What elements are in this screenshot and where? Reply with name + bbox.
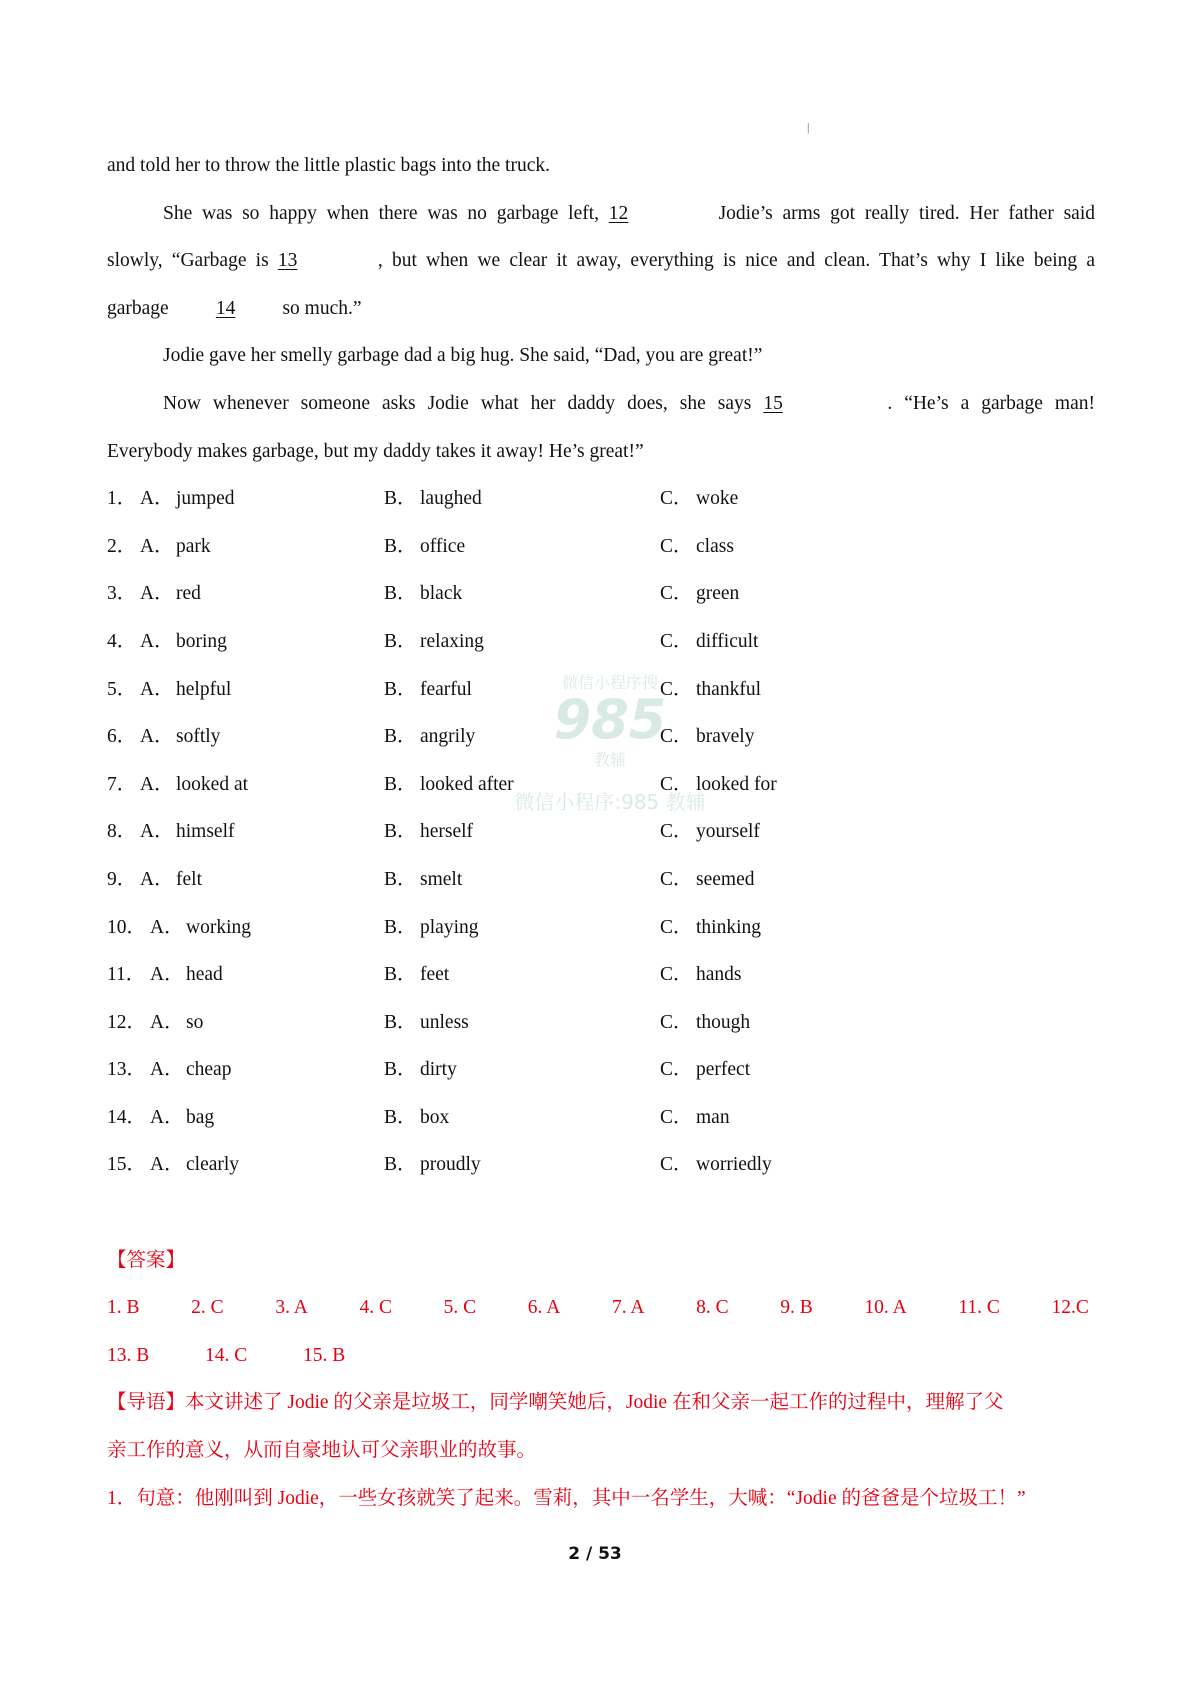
blank-12: 12 <box>608 202 629 224</box>
question-number: 3． <box>107 583 137 605</box>
answer-item: 14. C <box>205 1344 248 1366</box>
option-a: jumped <box>176 488 235 510</box>
option-b: black <box>420 583 463 605</box>
explanation-line: 1．句意：他刚叫到 Jodie，一些女孩就笑了起来。雪莉，其中一名学生，大喊：“Jodie 的爸爸是个垃圾工！” <box>107 1487 1026 1509</box>
text: . “He’s a garbage man! <box>887 392 1095 414</box>
question-number: 14． <box>107 1106 147 1128</box>
option-row <box>107 475 1095 523</box>
option-letter: C． <box>660 488 693 510</box>
option-letter: A． <box>140 868 174 890</box>
option-letter: A． <box>140 488 174 510</box>
option-b: feet <box>420 964 450 986</box>
option-c: man <box>696 1106 730 1128</box>
option-letter: B． <box>384 1011 417 1033</box>
option-a: looked at <box>176 773 249 795</box>
passage-line: Everybody makes garbage, but my daddy takes it away! He’s great!” <box>107 440 644 462</box>
intro-line: 【导语】本文讲述了 Jodie 的父亲是垃圾工，同学嘲笑她后，Jodie 在和父亲一起工作的过程中，理解了父 <box>107 1392 1004 1414</box>
option-a: cheap <box>186 1059 232 1081</box>
option-row <box>107 808 1095 856</box>
answer-item: 4. C <box>359 1297 392 1319</box>
answer-item: 8. C <box>696 1297 729 1319</box>
question-number: 6． <box>107 726 137 748</box>
option-a: head <box>186 964 223 986</box>
option-c: perfect <box>696 1059 751 1081</box>
option-letter: C． <box>660 773 693 795</box>
option-c: looked for <box>696 773 777 795</box>
option-b: angrily <box>420 726 476 748</box>
answer-item: 10. A <box>864 1297 907 1319</box>
option-letter: B． <box>384 821 417 843</box>
answer-item: 5. C <box>443 1297 477 1319</box>
option-c: bravely <box>696 726 755 748</box>
answer-item: 11. C <box>958 1297 1000 1319</box>
answer-item: 15. B <box>303 1344 346 1366</box>
option-a: so <box>186 1011 204 1033</box>
answer-item: 13. B <box>107 1344 150 1366</box>
option-letter: B． <box>384 964 417 986</box>
text: , but when we clear it away, everything is nice and clean. That’s why I like being a <box>377 250 1096 272</box>
option-c: green <box>696 583 740 605</box>
option-letter: C． <box>660 1106 693 1128</box>
answer-item: 7. A <box>611 1297 645 1319</box>
option-letter: C． <box>660 630 693 652</box>
question-number: 1． <box>107 488 137 510</box>
option-letter: A． <box>140 583 174 605</box>
text: so much.” <box>282 297 362 319</box>
option-b: laughed <box>420 488 482 510</box>
intro-line: 亲工作的意义，从而自豪地认可父亲职业的故事。 <box>107 1440 537 1462</box>
question-number: 8． <box>107 821 137 843</box>
text: slowly, “Garbage is <box>107 250 269 272</box>
option-c: yourself <box>696 821 760 843</box>
option-b: herself <box>420 821 474 843</box>
question-number: 9． <box>107 868 137 890</box>
option-c: class <box>696 535 734 557</box>
option-a: boring <box>176 630 227 652</box>
question-number: 2． <box>107 535 137 557</box>
option-letter: A． <box>140 773 174 795</box>
option-row <box>107 523 1095 571</box>
option-letter: B． <box>384 1059 417 1081</box>
option-b: fearful <box>420 678 472 700</box>
option-letter: B． <box>384 916 417 938</box>
option-letter: B． <box>384 630 417 652</box>
answer-item: 12.C <box>1051 1297 1089 1319</box>
option-letter: C． <box>660 1154 693 1176</box>
option-a: helpful <box>176 678 232 700</box>
option-row <box>107 1141 1095 1189</box>
option-letter: A． <box>150 916 184 938</box>
question-number: 12． <box>107 1011 147 1033</box>
option-b: dirty <box>420 1059 457 1081</box>
option-b: looked after <box>420 773 514 795</box>
question-number: 10． <box>107 916 147 938</box>
option-letter: C． <box>660 868 693 890</box>
option-letter: C． <box>660 964 693 986</box>
watermark-sub: 教辅 <box>593 750 626 769</box>
option-letter: A． <box>140 726 174 748</box>
options-list <box>107 475 1095 1189</box>
option-letter: C． <box>660 535 693 557</box>
option-letter: B． <box>384 1154 417 1176</box>
option-c: though <box>696 1011 751 1033</box>
option-letter: A． <box>140 678 174 700</box>
option-b: proudly <box>420 1154 481 1176</box>
answer-item: 1. B <box>107 1297 140 1319</box>
option-row <box>107 904 1095 952</box>
option-letter: B． <box>384 535 417 557</box>
watermark-logo: 985 <box>553 688 667 751</box>
option-letter: B． <box>384 488 417 510</box>
option-b: box <box>420 1106 450 1128</box>
option-letter: A． <box>140 535 174 557</box>
option-c: thinking <box>696 916 762 938</box>
option-letter: B． <box>384 773 417 795</box>
option-row <box>107 618 1095 666</box>
option-letter: C． <box>660 1011 693 1033</box>
page-number: 2 / 53 <box>568 1544 622 1564</box>
option-a: clearly <box>186 1154 240 1176</box>
passage-line <box>107 380 1095 428</box>
answer-item: 2. C <box>191 1297 224 1319</box>
option-a: felt <box>176 868 202 890</box>
option-c: worriedly <box>696 1154 772 1176</box>
option-a: red <box>176 583 201 605</box>
option-row <box>107 713 1095 761</box>
option-b: playing <box>420 916 479 938</box>
passage-line <box>107 190 1095 238</box>
answer-item: 6. A <box>527 1297 561 1319</box>
option-letter: C． <box>660 821 693 843</box>
blank-13: 13 <box>277 250 298 272</box>
option-letter: B． <box>384 1106 417 1128</box>
passage-line: Jodie gave her smelly garbage dad a big hug. She said, “Dad, you are great!” <box>163 345 763 367</box>
option-row <box>107 666 1095 714</box>
passage-line <box>107 237 1095 285</box>
option-row <box>107 1094 1095 1142</box>
option-a: softly <box>176 726 221 748</box>
option-c: seemed <box>696 868 755 890</box>
text: garbage <box>107 297 169 319</box>
text: Now whenever someone asks Jodie what her daddy does, she says <box>163 392 752 414</box>
answer-item: 3. A <box>275 1297 308 1319</box>
option-letter: A． <box>140 630 174 652</box>
option-letter: A． <box>150 1154 184 1176</box>
option-a: bag <box>186 1106 215 1128</box>
option-letter: C． <box>660 726 693 748</box>
option-c: difficult <box>696 630 759 652</box>
question-number: 11． <box>107 964 146 986</box>
question-number: 5． <box>107 678 137 700</box>
option-row <box>107 761 1095 809</box>
answer-item: 9. B <box>780 1297 813 1319</box>
option-row <box>107 856 1095 904</box>
option-b: unless <box>420 1011 469 1033</box>
option-letter: B． <box>384 678 417 700</box>
option-letter: A． <box>140 821 174 843</box>
option-row <box>107 1046 1095 1094</box>
option-letter: C． <box>660 583 693 605</box>
question-number: 7． <box>107 773 137 795</box>
blank-15: 15 <box>763 392 783 414</box>
answers-row <box>107 1284 1089 1332</box>
option-letter: A． <box>150 964 184 986</box>
option-letter: A． <box>150 1011 184 1033</box>
question-number: 4． <box>107 630 137 652</box>
question-number: 15． <box>107 1154 147 1176</box>
watermark-text: 微信小程序搜 <box>561 673 658 692</box>
option-letter: C． <box>660 916 693 938</box>
text: She was so happy when there was no garbage left, <box>163 202 600 224</box>
option-row <box>107 951 1095 999</box>
passage-line: and told her to throw the little plastic bags into the truck. <box>107 155 550 176</box>
passage-line <box>107 285 1095 333</box>
option-letter: B． <box>384 726 417 748</box>
option-letter: A． <box>150 1059 184 1081</box>
option-b: relaxing <box>420 630 484 652</box>
option-a: working <box>186 916 251 938</box>
option-letter: B． <box>384 868 417 890</box>
option-a: himself <box>176 821 235 843</box>
option-letter: A． <box>150 1106 184 1128</box>
answer-heading: 【答案】 <box>107 1249 186 1271</box>
blank-14: 14 <box>215 297 236 319</box>
document-body <box>107 142 1095 1522</box>
option-row <box>107 999 1095 1047</box>
option-b: smelt <box>420 868 463 890</box>
header-mark: | <box>807 120 810 134</box>
question-number: 13． <box>107 1059 147 1081</box>
option-c: woke <box>696 488 739 510</box>
option-letter: C． <box>660 1059 693 1081</box>
option-letter: C． <box>660 678 693 700</box>
answers-row <box>107 1332 1095 1380</box>
watermark-text-2: 微信小程序:985 教辅 <box>514 790 706 814</box>
option-row <box>107 570 1095 618</box>
option-c: hands <box>696 964 742 986</box>
text: Jodie’s arms got really tired. Her father said <box>718 202 1095 224</box>
option-a: park <box>176 535 211 557</box>
option-b: office <box>420 535 466 557</box>
option-c: thankful <box>696 678 761 700</box>
option-letter: B． <box>384 583 417 605</box>
